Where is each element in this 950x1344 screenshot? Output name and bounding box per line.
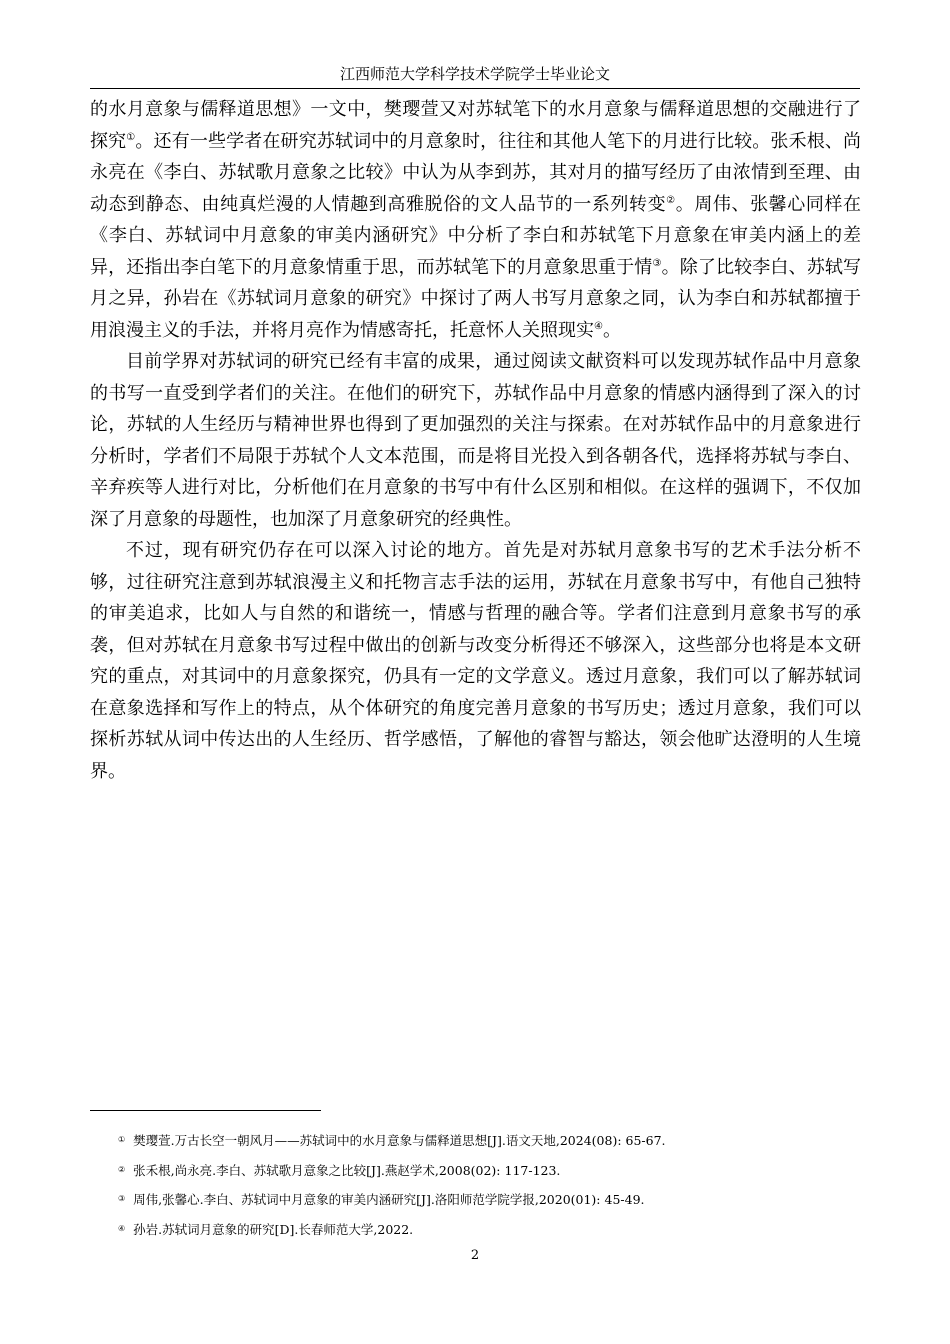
footnotes bbox=[118, 1130, 858, 1248]
paragraph-text: 目前学界对苏轼词的研究已经有丰富的成果，通过阅读文献资料可以发现苏轼作品中月意象的书写一直受到学者们的关注。在他们的研究下，苏轼作品中月意象的情感内涵得到了深入的讨论，苏轼的人生经历与精神世界也得到了更加强烈的关注与探索。在对苏轼作品中的月意象进行分析时，学者们不局限于苏轼个人文本范围，而是将目光投入到各朝各代，选择将苏轼与李白、辛弃疾等人进行对比，分析他们在月意象的书写中有什么区别和相似。在这样的强调下，不仅加深了月意象的母题性，也加深了月意象研究的经典性。 bbox=[90, 351, 861, 530]
footnote-ref: ① bbox=[126, 131, 136, 143]
page-number: 2 bbox=[470, 1248, 480, 1263]
footnote-mark: ③ bbox=[118, 1194, 126, 1203]
paragraph bbox=[90, 535, 861, 787]
footnote-ref: ④ bbox=[594, 320, 603, 332]
footnote-mark: ④ bbox=[118, 1223, 126, 1233]
footnote-mark: ② bbox=[118, 1164, 126, 1174]
footnote-text: 樊璎萱.万古长空一朝风月——苏轼词中的水月意象与儒释道思想[J].语文天地,2024(08): 65-67. bbox=[133, 1133, 666, 1148]
paragraph-text: 。还有一些学者在研究苏轼词中的月意象时，往往和其他人笔下的月进行比较。张禾根、尚永亮在《李白、苏轼歌月意象之比较》中认为从李到苏，其对月的描写经历了由浓情到至理、由动态到静态、由纯真烂漫的人情趣到高雅脱俗的文人品节的一系列转变 bbox=[90, 130, 862, 215]
footnote-separator bbox=[90, 1110, 321, 1111]
paragraph-text: 。周伟、张馨心同样在《李白、苏轼词中月意象的审美内涵研究》中分析了李白和苏轼笔下月意象在审美内涵上的差异，还指出李白笔下的月意象情重于思，而苏轼笔下的月意象思重于情 bbox=[90, 193, 862, 278]
footnote-text: 孙岩.苏轼词月意象的研究[D].长春师范大学,2022. bbox=[133, 1221, 414, 1237]
paragraph-text: 。 bbox=[602, 319, 621, 341]
paragraph-text: 。除了比较李白、苏轼写月之异，孙岩在《苏轼词月意象的研究》中探讨了两人书写月意象之同，认为李白和苏轼都擅于用浪漫主义的手法，并将月亮作为情感寄托，托意怀人关照现实 bbox=[90, 256, 861, 341]
paragraph-text: 的水月意象与儒释道思想》一文中，樊璎萱又对苏轼笔下的水月意象与儒释道思想的交融进行了探究 bbox=[90, 99, 861, 152]
footnote-mark: ① bbox=[118, 1135, 126, 1144]
paragraph bbox=[90, 346, 861, 535]
footnote-item bbox=[118, 1219, 858, 1249]
paragraph bbox=[90, 94, 861, 346]
footnote-text: 张禾根,尚永亮.李白、苏轼歌月意象之比较[J].燕赵学术,2008(02): 117-123. bbox=[133, 1162, 561, 1178]
footnote-ref: ② bbox=[666, 194, 676, 206]
paragraph-text: 不过，现有研究仍存在可以深入讨论的地方。首先是对苏轼月意象书写的艺术手法分析不够，过往研究注意到苏轼浪漫主义和托物言志手法的运用，苏轼在月意象书写中，有他自己独特的审美追求，比如人与自然的和谐统一，情感与哲理的融合等。学者们注意到月意象书写的承袭，但对苏轼在月意象书写过程中做出的创新与改变分析得还不够深入，这些部分也将是本文研究的重点，对其词中的月意象探究，仍具有一定的文学意义。透过月意象，我们可以了解苏轼词在意象选择和写作上的特点，从个体研究的角度完善月意象的书写历史；透过月意象，我们可以探析苏轼从词中传达出的人生经历、哲学感悟，了解他的睿智与豁达，领会他旷达澄明的人生境界。 bbox=[90, 540, 861, 782]
page-header: 江西师范大学科学技术学院学士毕业论文 bbox=[90, 64, 860, 89]
footnote-item bbox=[118, 1160, 858, 1190]
footnote-item bbox=[118, 1189, 858, 1219]
body-text bbox=[90, 94, 861, 787]
footnote-ref: ③ bbox=[652, 257, 662, 269]
footnote-item bbox=[118, 1130, 858, 1160]
footnote-text: 周伟,张馨心.李白、苏轼词中月意象的审美内涵研究[J].洛阳师范学院学报,2020(01): 45-49. bbox=[133, 1192, 645, 1207]
